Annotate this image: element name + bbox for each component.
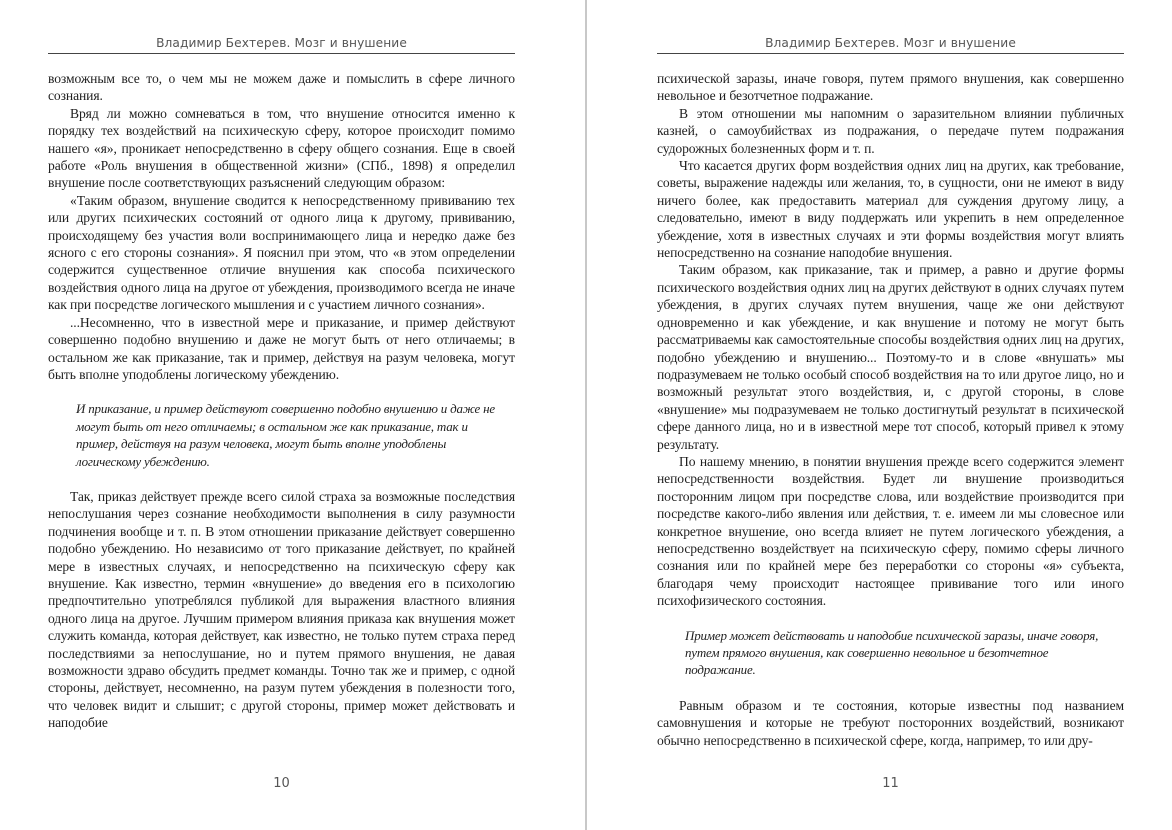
paragraph: Вряд ли можно сомневаться в том, что внушение относится именно к порядку тех воздействий на психическую сферу, которое происходит помимо нашего «я», проникает непосредственно в сферу общего сознания. Еще в своей работе «Роль внушения в общественной жизни» (СПб., 1898) я определил внушение после соответствующих разъяснений следующим образом: [48,105,515,191]
running-head: Владимир Бехтерев. Мозг и внушение [765,36,1016,50]
book-spine [585,0,587,830]
pull-quote: Пример может действовать и наподобие психической заразы, иначе говоря, путем прямого внушения, как совершенно невольное и безотчетное подражание. [685,627,1099,678]
right-page [657,0,1124,830]
paragraph: Что касается других форм воздействия одних лиц на других, как требование, советы, выражение надежды или желания, то, в сущности, они не имеют в виду ничего более, как предоставить материал для суждения другому лицу, а следовательно, имеют в виду поддержать или укрепить в нем определенное убеждение, хотя в известных случаях и эти формы воздействия могут влиять непосредственно на сознание наподобие внушения. [657,158,1124,261]
paragraph: ...Несомненно, что в известной мере и приказание, и пример действуют совершенно подобно внушению и даже не могут быть от него отличаемы; в остальном же как приказание, так и пример, действуя на разум человека, могут быть вполне уподоблены логическому убеждению. [48,314,515,382]
paragraph: возможным все то, о чем мы не можем даже и помыслить в сфере личного сознания. [48,71,515,104]
paragraph: Так, приказ действует прежде всего силой страха за возможные последствия непослушания через сознание необходимости выполнения в силу разумности подчинения вообще и т. п. В этом отношении приказание действует совершенно подобно убеждению. Но независимо от того приказание действует, по крайней мере в известных случаях, и непосредственно на психическую сферу как внушение. Как известно, термин «внушение» до введения его в психологию предпочтительно употреблялся публикой для выражения властного влияния одного лица на другое. Лучшим примером влияния приказа как внушения может служить команда, которая действует, как известно, не только путем страха перед последствиями за непослушание, но и путем прямого внушения, не давая возможности здраво обсудить предмет команды. Точно так же и пример, с одной стороны, действует, несомненно, на разум путем убеждения в полезности того, что человек видит и слышит; с другой стороны, пример может действовать и наподобие [48,488,515,731]
paragraph: Равным образом и те состояния, которые известны под названием самовнушения и которые не требуют посторонних воздействий, возникают обычно непосредственно в психической сфере, когда, например, то или дру- [657,697,1124,748]
page-body [48,70,515,732]
running-head: Владимир Бехтерев. Мозг и внушение [156,36,407,50]
page-body [657,70,1124,749]
paragraph: По нашему мнению, в понятии внушения прежде всего содержится элемент непосредственности воздействия. Будет ли внушение производиться посторонним лицом при посредстве слова, или воздействие производится при посредстве какого-либо явления или действия, т. е. имеем ли мы словесное или конкретное внушение, оно всегда влияет не путем логического убеждения, а непосредственно воздействует на психическую сферу, помимо сферы личного сознания или по крайней мере без переработки со стороны «я» субъекта, благодаря чему происходит настоящее прививание того или иного психофизического состояния. [657,453,1124,609]
header-rule [657,53,1124,54]
page-number: 10 [273,776,290,791]
pull-quote: И приказание, и пример действуют совершенно подобно внушению и даже не могут быть от него отличаемы; в остальном же как приказание, так и пример, действуя на разум человека, могут быть вполне уподоблены логическому убеждению. [76,401,495,469]
paragraph: «Таким образом, внушение сводится к непосредственному прививанию тех или других психических состояний от одного лица к другому, прививанию, происходящему без участия воли воспринимающего лица и нередко даже без ясного с его стороны сознания». Я пояснил при этом, что «в этом определении содержится существенное отличие внушения как способа психического воздействия одного лица на другое от убеждения, производимого всегда не иначе как при посредстве логического мышления и с участием личного сознания». [48,192,515,313]
left-page [48,0,515,830]
paragraph: Таким образом, как приказание, так и пример, а равно и другие формы психического воздействия одних лиц на других действуют в одних случаях путем убеждения, в других случаях путем внушения, чаще же они действуют одновременно и как убеждение, и как внушение и потому не могут быть рассматриваемы как самостоятельные способы воздействия одних лиц на других, подобно убеждению и внушению... Поэтому-то и в слове «внушать» мы подразумеваем не только особый способ воздействия на то или другое лицо, но и возможный результат этого воздействия, и, с другой стороны, в слове «внушение» мы подразумеваем не только достигнутый результат в психической сфере данного лица, но и в известной мере тот способ, который привел к этому результату. [657,262,1124,452]
paragraph: В этом отношении мы напомним о заразительном влиянии публичных казней, о самоубийствах из подражания, о передаче путем подражания судорожных болезненных форм и т. п. [657,105,1124,156]
paragraph: психической заразы, иначе говоря, путем прямого внушения, как совершенно невольное и безотчетное подражание. [657,71,1124,104]
page-number: 11 [882,776,899,791]
header-rule [48,53,515,54]
